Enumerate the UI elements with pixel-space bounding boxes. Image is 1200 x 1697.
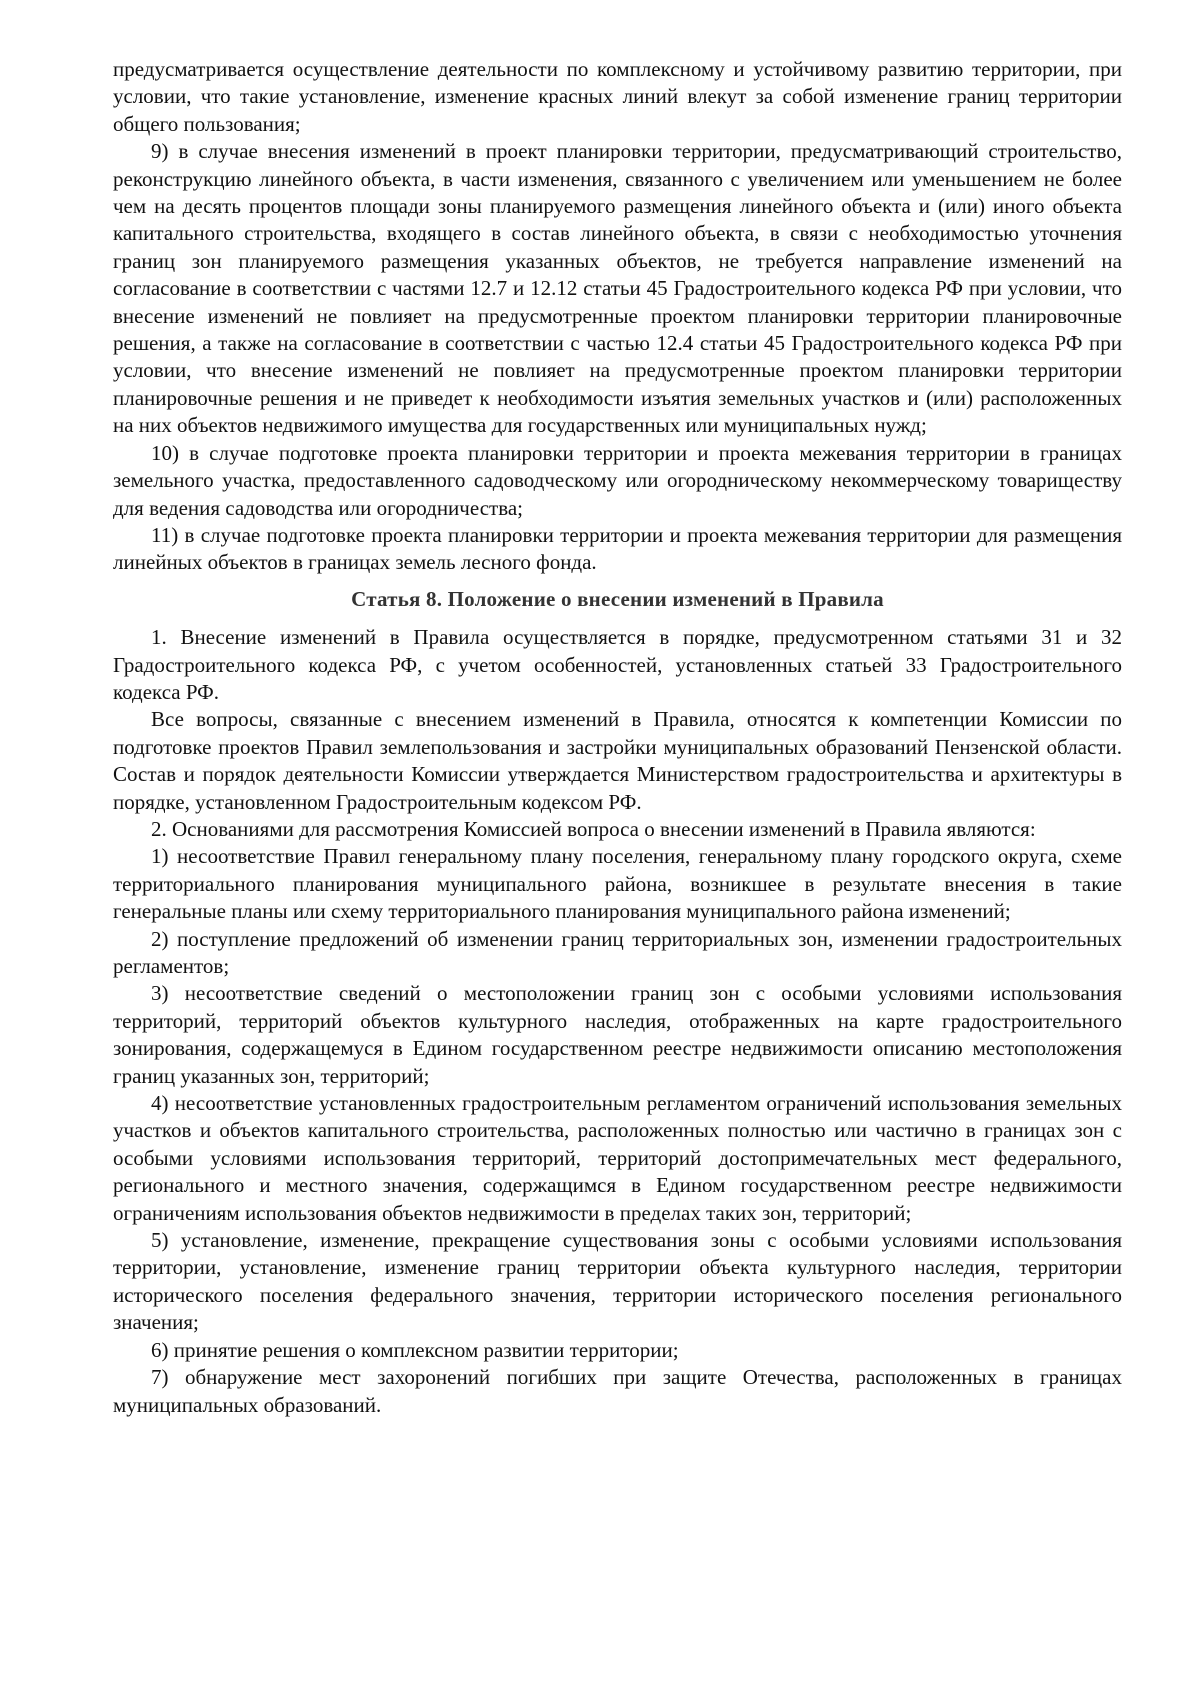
paragraph-ground-7: 7) обнаружение мест захоронений погибших при защите Отечества, расположенных в границах муниципальных образований. [113,1365,1122,1417]
article-heading: Статья 8. Положение о внесении изменений в Правила [351,586,884,611]
paragraph-continuation: предусматривается осуществление деятельности по комплексному и устойчивому развитию территории, при условии, что такие установление, изменение красных линий влекут за собой изменение границ территории общего пользования; [113,57,1122,136]
paragraph-ground-3: 3) несоответствие сведений о местоположении границ зон с особыми условиями использования территорий, территорий объектов культурного наследия, отображенных на карте градостроительного зонирования, содержащемуся в Едином государственном реестре недвижимости описанию местоположения границ указанных зон, территорий; [113,981,1122,1088]
paragraph-ground-5: 5) установление, изменение, прекращение существования зоны с особыми условиями использования территории, установление, изменение границ территории объекта культурного наследия, территории исторического поселения федерального значения, территории исторического поселения регионального значения; [113,1228,1122,1335]
paragraph-clause-2: 2. Основаниями для рассмотрения Комиссией вопроса о внесении изменений в Правила являются: [151,816,1036,841]
paragraph-item-10: 10) в случае подготовке проекта планировки территории и проекта межевания территории в границах земельного участка, предоставленного садоводческому или огородническому некоммерческому товариществу для ведения садоводства или огородничества; [113,440,1122,520]
paragraph-ground-2: 2) поступление предложений об изменении границ территориальных зон, изменении градостроительных регламентов; [113,926,1122,978]
paragraph-commission: Все вопросы, связанные с внесением изменений в Правила, относятся к компетенции Комиссии по подготовке проектов Правил землепользования и застройки муниципальных образований Пензенской области. Состав и порядок деятельности Комиссии утверждается Министерством градостроительства и архитектуры в порядке, установленном Градостроительным кодексом РФ. [113,707,1122,814]
paragraph-ground-6: 6) принятие решения о комплексном развитии территории; [151,1337,679,1362]
paragraph-clause-1: 1. Внесение изменений в Правила осуществляется в порядке, предусмотренном статьями 31 и 32 Градостроительного кодекса РФ, с учетом особенностей, установленных статьей 33 Градостроительного кодекса РФ. [113,625,1122,704]
paragraph-item-11: 11) в случае подготовке проекта планировки территории и проекта межевания территории для размещения линейных объектов в границах земель лесного фонда. [113,522,1122,575]
paragraph-ground-4: 4) несоответствие установленных градостроительным регламентом ограничений использования земельных участков и объектов капитального строительства, расположенных полностью или частично в границах зон с особыми условиями использования территорий, территорий достопримечательных мест федерального, регионального и местного значения, содержащимся в Едином государственном реестре недвижимости ограничениям использования объектов недвижимости в пределах таких зон, территорий; [113,1091,1122,1225]
paragraph-ground-1: 1) несоответствие Правил генеральному плану поселения, генеральному плану городского округа, схеме территориального планирования муниципального района, возникшее в результате внесения в такие генеральные планы или схему территориального планирования муниципального района изменений; [113,844,1122,924]
paragraph-item-9: 9) в случае внесения изменений в проект планировки территории, предусматривающий строительство, реконструкцию линейного объекта, в части изменения, связанного с увеличением или уменьшением не более чем на десять процентов площади зоны планируемого размещения линейного объекта и (или) иного объекта капитального строительства, входящего в состав линейного объекта, в связи с необходимостью уточнения границ зон планируемого размещения указанных объектов, не требуется направление изменений на согласование в соответствии с частями 12.7 и 12.12 статьи 45 Градостроительного кодекса РФ при условии, что внесение изменений не повлияет на предусмотренные проектом планировки территории планировочные решения, а также на согласование в соответствии с частью 12.4 статьи 45 Градостроительного кодекса РФ при условии, что внесение изменений не повлияет на предусмотренные проектом планировки территории планировочные решения и не приведет к необходимости изъятия земельных участков и (или) расположенных на них объектов недвижимого имущества для государственных или муниципальных нужд; [113,139,1122,438]
